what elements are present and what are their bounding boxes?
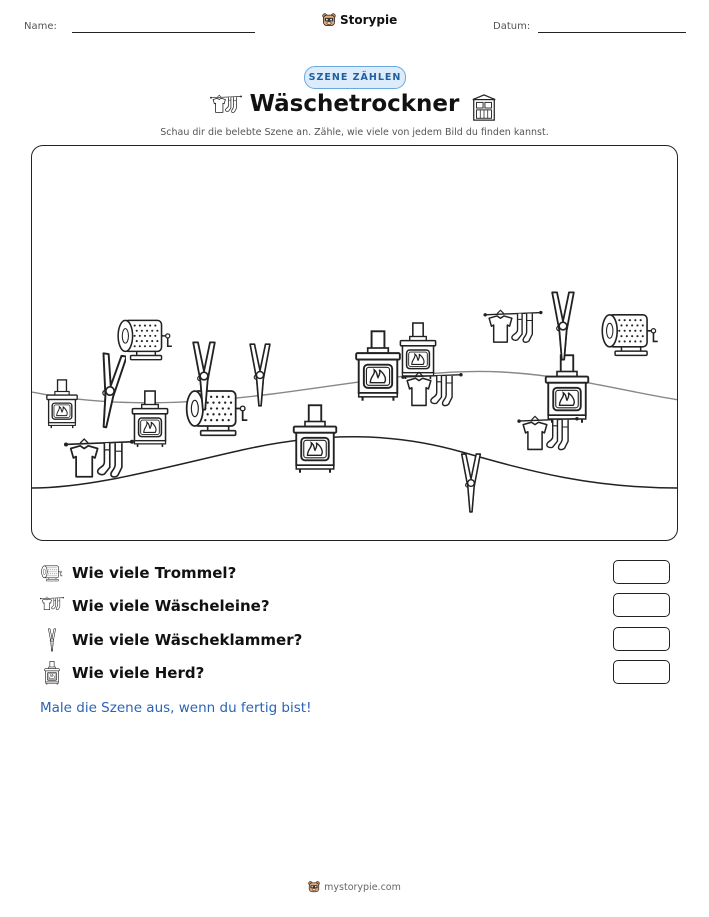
clothesline-icon — [483, 308, 543, 358]
clothesline-icon — [516, 414, 580, 466]
question-text: Wie viele Wäscheleine? — [72, 597, 270, 615]
answer-box-clothesline[interactable] — [613, 593, 670, 617]
storypie-logo-icon — [308, 881, 320, 893]
clothespin-icon — [94, 352, 126, 430]
question-drum — [40, 560, 236, 586]
date-field[interactable] — [538, 32, 686, 33]
stove-icon — [40, 661, 64, 685]
drum-icon — [40, 561, 64, 585]
clothespin-icon — [40, 628, 64, 652]
stove-icon — [129, 390, 171, 448]
brand-logo — [322, 13, 397, 27]
name-field[interactable] — [72, 32, 255, 33]
activity-badge: SZENE ZÄHLEN — [304, 66, 406, 89]
question-clothesline — [40, 593, 270, 619]
answer-box-stove[interactable] — [613, 660, 670, 684]
question-text: Wie viele Wäscheklammer? — [72, 631, 303, 649]
footer — [0, 881, 709, 893]
stove-icon — [44, 379, 80, 429]
clothesline-icon — [40, 594, 64, 618]
worksheet-header — [0, 0, 709, 40]
answer-box-drum[interactable] — [613, 560, 670, 584]
answer-box-clothespin[interactable] — [613, 627, 670, 651]
clothesline-icon — [64, 436, 134, 496]
clothespin-icon — [458, 452, 484, 514]
instructions: Schau dir die belebte Szene an. Zähle, wie viele von jedem Bild du finden kannst. — [160, 127, 549, 138]
storypie-logo-icon — [322, 13, 336, 27]
footer-url[interactable]: mystorypie.com — [324, 881, 401, 893]
question-stove — [40, 660, 204, 686]
coloring-note: Male die Szene aus, wenn du fertig bist! — [40, 700, 312, 716]
clothesline-icon — [400, 370, 464, 422]
clothespin-icon — [246, 342, 274, 408]
question-text: Wie viele Herd? — [72, 664, 205, 682]
clothespin-icon — [189, 340, 219, 412]
page-title: Wäschetrockner — [249, 91, 460, 117]
cabinet-icon — [470, 94, 498, 122]
date-label: Datum: — [493, 21, 531, 32]
question-clothespin — [40, 627, 302, 653]
stove-icon — [290, 404, 340, 474]
name-label: Name: — [24, 21, 57, 32]
drum-icon — [598, 310, 662, 358]
clothespin-icon — [548, 290, 578, 362]
counting-scene — [31, 145, 678, 541]
question-text: Wie viele Trommel? — [72, 564, 237, 582]
brand-name: Storypie — [340, 13, 398, 27]
